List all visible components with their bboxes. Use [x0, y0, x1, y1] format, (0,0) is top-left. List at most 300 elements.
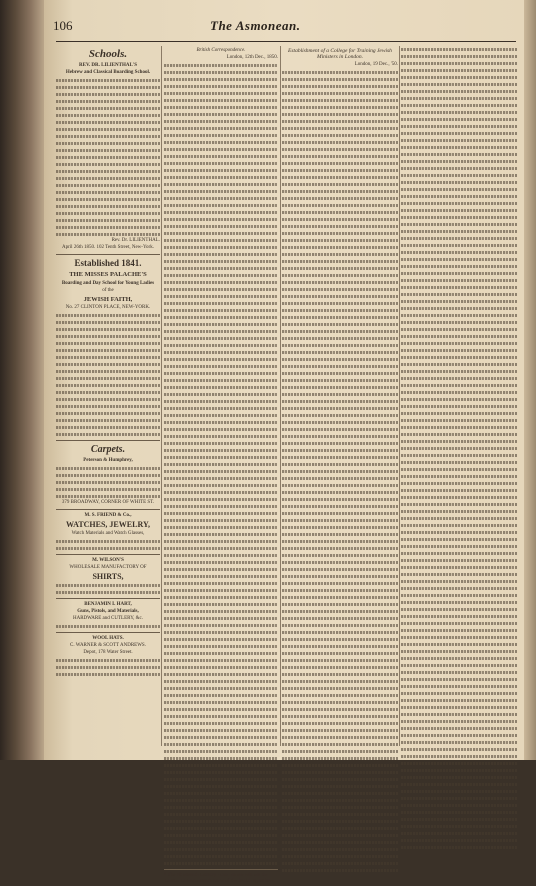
text-line: [56, 319, 160, 325]
text-line: [164, 664, 278, 670]
text-line: [282, 552, 398, 558]
text-line: [282, 244, 398, 250]
text-line: [164, 615, 278, 621]
text-line: [282, 629, 398, 635]
text-line: [282, 97, 398, 103]
text-line: [282, 783, 398, 789]
text-line: [401, 515, 517, 521]
text-line: [282, 825, 398, 831]
text-line: [164, 538, 278, 544]
text-line: [282, 202, 398, 208]
text-line: [282, 272, 398, 278]
text-line: [401, 788, 517, 794]
text-line: [164, 636, 278, 642]
text-line: [56, 147, 160, 153]
text-line: [56, 140, 160, 146]
text-line: [164, 713, 278, 719]
text-line: [401, 683, 517, 689]
text-line: [164, 398, 278, 404]
text-line: [401, 760, 517, 766]
text-line: [56, 623, 160, 629]
text-line: [282, 83, 398, 89]
text-line: [401, 116, 517, 122]
woolhats-ad: [56, 632, 160, 677]
text-line: [56, 154, 160, 160]
text-line: [56, 340, 160, 346]
text-line: [164, 62, 278, 68]
text-line: [282, 797, 398, 803]
text-line: [164, 216, 278, 222]
text-line: [282, 111, 398, 117]
text-line: [401, 256, 517, 262]
text-line: [401, 774, 517, 780]
text-line: [282, 545, 398, 551]
text-line: [401, 543, 517, 549]
text-line: [401, 396, 517, 402]
text-line: [401, 431, 517, 437]
text-line: [282, 524, 398, 530]
text-line: [164, 76, 278, 82]
text-line: [282, 328, 398, 334]
text-line: [282, 594, 398, 600]
text-line: [282, 762, 398, 768]
text-line: [401, 711, 517, 717]
text-line: [282, 153, 398, 159]
text-line: [164, 552, 278, 558]
text-line: [282, 405, 398, 411]
text-line: [401, 578, 517, 584]
text-line: [401, 767, 517, 773]
text-line: [282, 286, 398, 292]
text-line: [56, 671, 160, 677]
text-line: [282, 643, 398, 649]
divider: [56, 440, 160, 441]
text-line: [56, 112, 160, 118]
text-line: [164, 363, 278, 369]
text-line: [56, 354, 160, 360]
text-line: [164, 237, 278, 243]
text-line: [282, 209, 398, 215]
text-line: [282, 657, 398, 663]
text-line: [401, 193, 517, 199]
seminary-title: THE MISSES PALACHE'S: [69, 271, 147, 278]
text-line: [56, 479, 160, 485]
text-line: [56, 389, 160, 395]
text-line: [164, 594, 278, 600]
friend-ad: [56, 509, 160, 551]
text-line: [164, 174, 278, 180]
text-line: [401, 417, 517, 423]
text-line: [401, 844, 517, 850]
text-line: [282, 146, 398, 152]
text-line: [282, 587, 398, 593]
text-line: [282, 496, 398, 502]
text-line: [401, 305, 517, 311]
text-line: [56, 382, 160, 388]
text-line: [164, 202, 278, 208]
text-line: [56, 189, 160, 195]
text-line: [56, 417, 160, 423]
text-line: [401, 648, 517, 654]
text-line: [401, 550, 517, 556]
text-line: [401, 830, 517, 836]
friend-ad-line1: WATCHES, JEWELRY,: [66, 520, 150, 529]
seminary-subtitle: Boarding and Day School for Young Ladies: [61, 280, 155, 286]
text-line: [401, 249, 517, 255]
text-line: [56, 217, 160, 223]
footnote-rule: [164, 869, 278, 870]
text-line: [56, 182, 160, 188]
column-rule: [280, 46, 281, 746]
friend-ad-title: M. S. FRIEND & Co.,: [84, 513, 132, 518]
text-line: [164, 657, 278, 663]
text-line: [401, 816, 517, 822]
text-line: [282, 293, 398, 299]
text-line: [282, 776, 398, 782]
text-line: [282, 608, 398, 614]
seminary-of: of the: [102, 287, 114, 293]
text-line: [164, 769, 278, 775]
text-line: [401, 564, 517, 570]
text-line: [282, 251, 398, 257]
text-line: [401, 669, 517, 675]
column-college-article: [282, 46, 398, 874]
column-british-correspondence: [164, 46, 278, 886]
text-line: [56, 126, 160, 132]
school-ad-title: REV. DR. LILIENTHAL'S: [79, 63, 137, 68]
text-line: [164, 699, 278, 705]
text-line: [401, 123, 517, 129]
text-line: [164, 328, 278, 334]
seminary-faith: JEWISH FAITH,: [83, 295, 133, 303]
text-line: [401, 326, 517, 332]
text-line: [56, 84, 160, 90]
hart-ad-title: BENJAMIN I. HART,: [84, 602, 132, 607]
text-line: [164, 496, 278, 502]
text-line: [401, 67, 517, 73]
text-line: [56, 203, 160, 209]
text-line: [282, 174, 398, 180]
text-line: [282, 363, 398, 369]
text-line: [56, 312, 160, 318]
text-line: [164, 272, 278, 278]
text-line: [401, 641, 517, 647]
column-advertisements: [56, 46, 160, 678]
text-line: [56, 431, 160, 437]
book-spine: [0, 0, 44, 760]
text-line: [401, 704, 517, 710]
text-line: [164, 776, 278, 782]
text-line: [56, 545, 160, 551]
text-line: [56, 231, 160, 237]
text-line: [164, 573, 278, 579]
text-line: [164, 293, 278, 299]
text-line: [282, 321, 398, 327]
text-line: [401, 186, 517, 192]
text-line: [401, 781, 517, 787]
text-line: [282, 538, 398, 544]
text-line: [401, 452, 517, 458]
text-line: [401, 375, 517, 381]
text-line: [401, 753, 517, 759]
text-line: [56, 161, 160, 167]
text-line: [164, 643, 278, 649]
text-line: [56, 347, 160, 353]
text-line: [164, 811, 278, 817]
text-line: [164, 244, 278, 250]
text-line: [401, 88, 517, 94]
text-line: [164, 314, 278, 320]
text-line: [401, 459, 517, 465]
text-line: [401, 557, 517, 563]
text-line: [282, 818, 398, 824]
text-line: [164, 384, 278, 390]
text-line: [282, 734, 398, 740]
text-line: [164, 748, 278, 754]
text-line: [164, 650, 278, 656]
text-line: [282, 468, 398, 474]
friend-ad-line2: Watch Materials and Watch Glasses,: [71, 530, 145, 536]
text-line: [164, 608, 278, 614]
text-line: [56, 657, 160, 663]
correspondence-dateline: London, 12th Dec., 1850.: [226, 55, 278, 60]
text-line: [282, 713, 398, 719]
text-line: [401, 172, 517, 178]
text-line: [164, 286, 278, 292]
text-line: [282, 230, 398, 236]
text-line: [164, 720, 278, 726]
text-line: [56, 361, 160, 367]
text-line: [164, 349, 278, 355]
text-line: [164, 706, 278, 712]
text-line: [282, 412, 398, 418]
text-line: [164, 167, 278, 173]
text-line: [56, 105, 160, 111]
text-line: [401, 200, 517, 206]
text-line: [401, 480, 517, 486]
college-heading: Establishment of a College for Training Jewish Ministers in London.: [288, 48, 392, 60]
text-line: [401, 690, 517, 696]
text-line: [164, 839, 278, 845]
text-line: [56, 493, 160, 499]
text-line: [282, 342, 398, 348]
text-line: [401, 333, 517, 339]
text-line: [164, 755, 278, 761]
woolhats-ad-title: WOOL HATS.: [92, 636, 124, 641]
text-line: [401, 823, 517, 829]
text-line: [56, 486, 160, 492]
text-line: [282, 769, 398, 775]
text-line: [401, 263, 517, 269]
text-line: [282, 727, 398, 733]
continuation-body: [401, 46, 517, 850]
text-line: [401, 403, 517, 409]
text-line: [164, 230, 278, 236]
correspondence-body: [164, 62, 278, 866]
text-line: [282, 804, 398, 810]
text-line: [282, 265, 398, 271]
text-line: [401, 95, 517, 101]
text-line: [164, 342, 278, 348]
school-ad-body: [56, 77, 160, 237]
text-line: [401, 410, 517, 416]
text-line: [282, 426, 398, 432]
text-line: [164, 510, 278, 516]
hart-ad-line2: HARDWARE and CUTLERY, &c.: [72, 616, 144, 621]
text-line: [164, 426, 278, 432]
text-line: [282, 755, 398, 761]
text-line: [282, 832, 398, 838]
text-line: [164, 433, 278, 439]
text-line: [401, 809, 517, 815]
text-line: [56, 98, 160, 104]
text-line: [164, 377, 278, 383]
text-line: [282, 601, 398, 607]
text-line: [401, 340, 517, 346]
text-line: [282, 139, 398, 145]
text-line: [282, 811, 398, 817]
text-line: [401, 795, 517, 801]
text-line: [164, 181, 278, 187]
text-line: [164, 125, 278, 131]
text-line: [282, 853, 398, 859]
text-line: [401, 81, 517, 87]
text-line: [282, 489, 398, 495]
text-line: [401, 718, 517, 724]
text-line: [282, 503, 398, 509]
text-line: [401, 466, 517, 472]
text-line: [401, 732, 517, 738]
text-line: [164, 503, 278, 509]
text-line: [164, 265, 278, 271]
wilson-ad: [56, 554, 160, 596]
text-line: [56, 333, 160, 339]
text-line: [164, 517, 278, 523]
carpets-ad-title: Peterson & Humphrey,: [83, 458, 133, 463]
text-line: [282, 419, 398, 425]
college-body: [282, 69, 398, 873]
text-line: [401, 494, 517, 500]
text-line: [401, 102, 517, 108]
text-line: [282, 90, 398, 96]
text-line: [164, 83, 278, 89]
text-line: [282, 692, 398, 698]
text-line: [401, 662, 517, 668]
text-line: [164, 678, 278, 684]
text-line: [282, 790, 398, 796]
text-line: [164, 489, 278, 495]
text-line: [56, 589, 160, 595]
text-line: [164, 601, 278, 607]
text-line: [56, 196, 160, 202]
text-line: [164, 580, 278, 586]
text-line: [282, 461, 398, 467]
text-line: [401, 837, 517, 843]
text-line: [282, 118, 398, 124]
text-line: [164, 727, 278, 733]
text-line: [282, 846, 398, 852]
text-line: [401, 620, 517, 626]
text-line: [164, 279, 278, 285]
text-line: [282, 517, 398, 523]
text-line: [401, 361, 517, 367]
text-line: [164, 97, 278, 103]
text-line: [282, 398, 398, 404]
text-line: [164, 741, 278, 747]
text-line: [56, 168, 160, 174]
text-line: [56, 403, 160, 409]
text-line: [164, 475, 278, 481]
carpets-ad-body: [56, 465, 160, 499]
college-dateline: London, 19 Dec., '50.: [354, 62, 398, 67]
text-line: [56, 582, 160, 588]
text-line: [164, 160, 278, 166]
text-line: [164, 370, 278, 376]
text-line: [164, 300, 278, 306]
text-line: [401, 746, 517, 752]
text-line: [401, 277, 517, 283]
text-line: [164, 118, 278, 124]
text-line: [282, 349, 398, 355]
carpets-heading: Carpets.: [90, 444, 126, 455]
text-line: [401, 214, 517, 220]
text-line: [164, 251, 278, 257]
text-line: [56, 396, 160, 402]
text-line: [282, 195, 398, 201]
text-line: [401, 347, 517, 353]
text-line: [401, 592, 517, 598]
text-line: [164, 440, 278, 446]
text-line: [56, 133, 160, 139]
text-line: [282, 167, 398, 173]
text-line: [164, 853, 278, 859]
text-line: [282, 454, 398, 460]
text-line: [56, 368, 160, 374]
column-rule: [399, 46, 400, 746]
text-line: [164, 804, 278, 810]
text-line: [164, 104, 278, 110]
text-line: [56, 91, 160, 97]
text-line: [401, 473, 517, 479]
text-line: [282, 356, 398, 362]
text-line: [164, 405, 278, 411]
text-line: [164, 524, 278, 530]
text-line: [401, 655, 517, 661]
text-line: [282, 104, 398, 110]
text-line: [164, 412, 278, 418]
text-line: [164, 447, 278, 453]
wilson-ad-line1: WHOLESALE MANUFACTORY OF: [69, 564, 147, 570]
text-line: [282, 573, 398, 579]
text-line: [164, 356, 278, 362]
text-line: [56, 410, 160, 416]
text-line: [164, 69, 278, 75]
text-line: [401, 368, 517, 374]
text-line: [282, 76, 398, 82]
seminary-established: Established 1841.: [74, 258, 142, 268]
text-line: [401, 501, 517, 507]
text-line: [401, 382, 517, 388]
woolhats-ad-line2: Depot, 178 Water Street.: [83, 650, 133, 655]
text-line: [282, 867, 398, 873]
seminary-ad-body: [56, 312, 160, 437]
text-line: [282, 307, 398, 313]
text-line: [164, 629, 278, 635]
text-line: [164, 258, 278, 264]
text-line: [401, 739, 517, 745]
text-line: [282, 636, 398, 642]
text-line: [401, 235, 517, 241]
